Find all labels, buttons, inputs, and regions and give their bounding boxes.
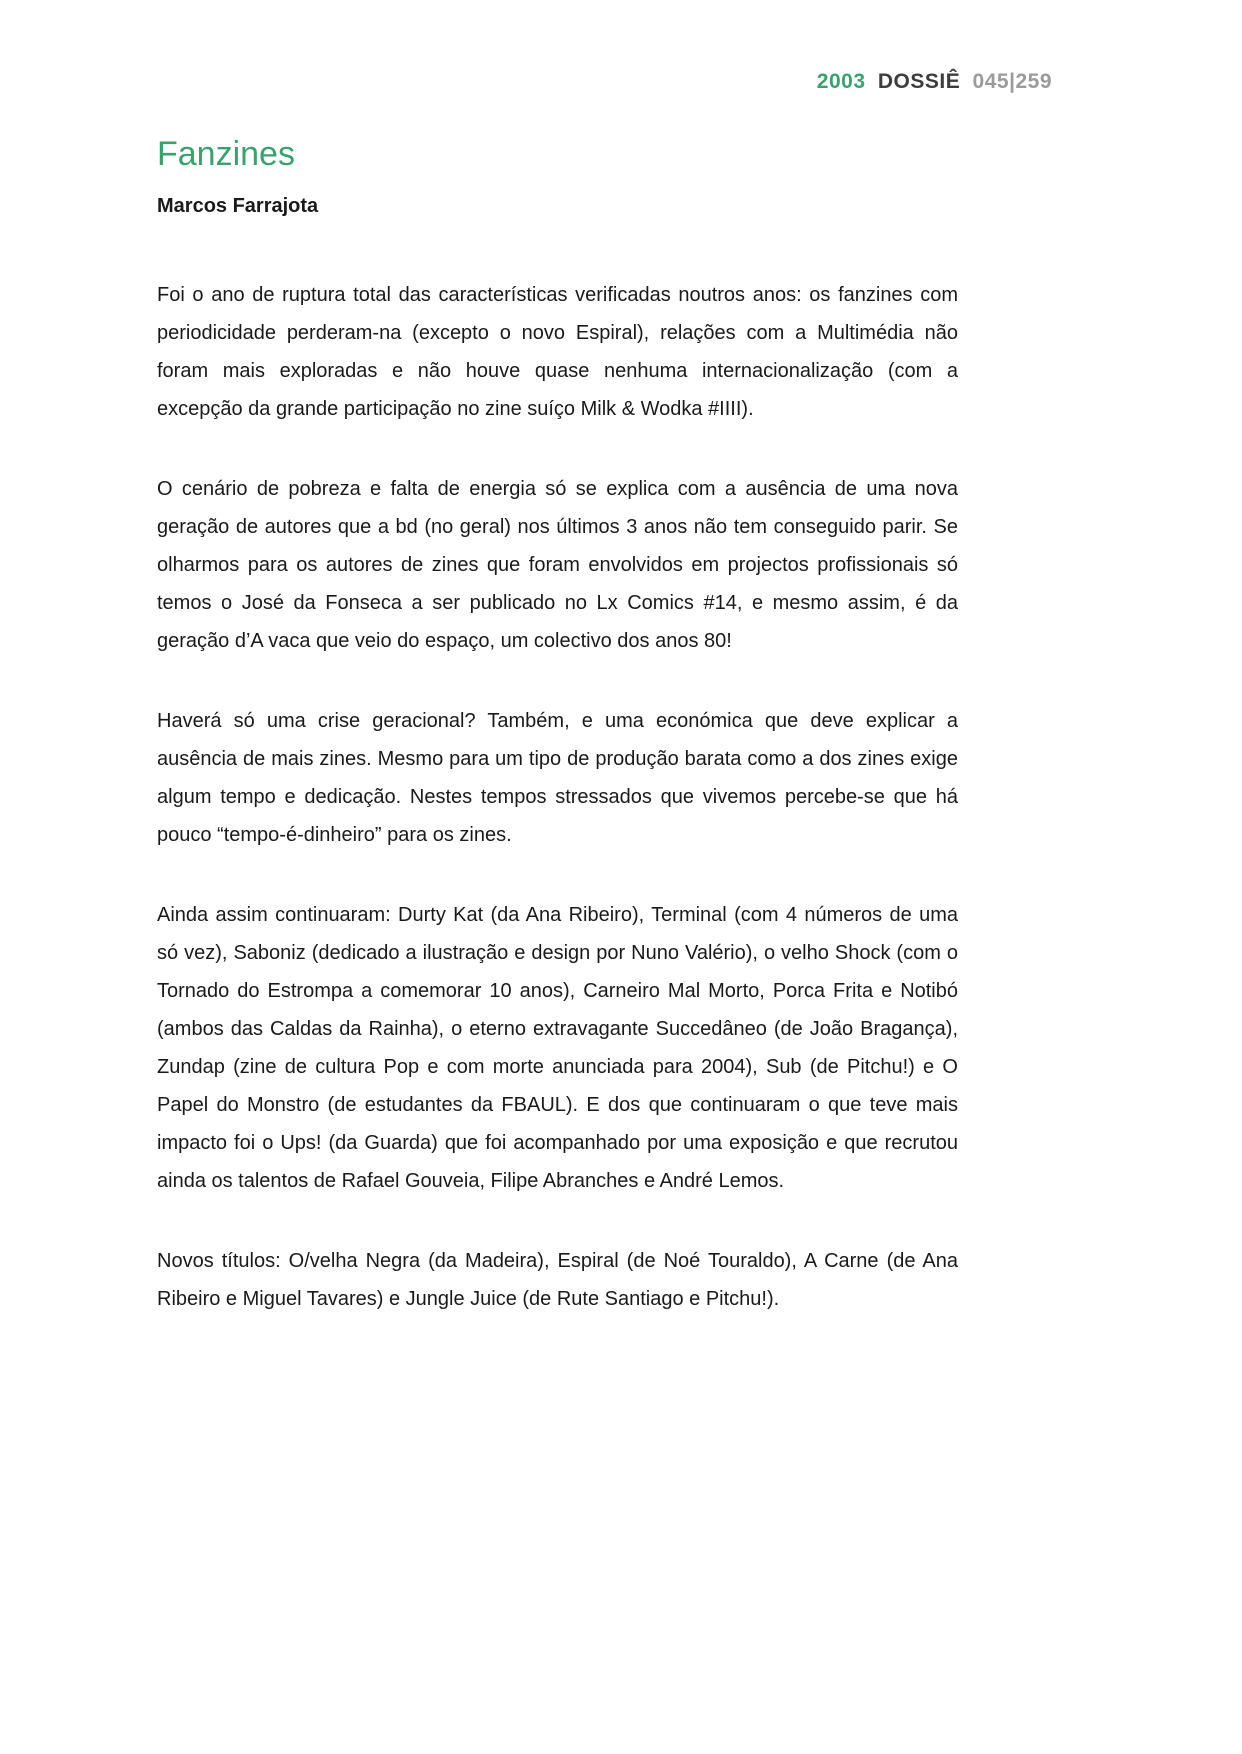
header-page-numbers: 045|259 (972, 70, 1052, 93)
paragraph: Haverá só uma crise geracional? Também, e uma económica que deve explicar a ausência de mais zines. Mesmo para um tipo de produção barata como a dos zines exige algum tempo e dedicação. Nestes tempos stressados que vivemos percebe-se que há pouco “tempo-é-dinheiro” para os zines. (157, 710, 958, 846)
document-content (0, 134, 1242, 1318)
author-name: Marcos Farrajota (157, 195, 319, 217)
article-body (157, 276, 958, 1318)
page-header (0, 0, 1242, 94)
paragraph: Foi o ano de ruptura total das características verificadas noutros anos: os fanzines com periodicidade perderam-na (excepto o novo Espiral), relações com a Multimédia não foram mais exploradas e não houve quase nenhuma internacionalização (com a excepção da grande participação no zine suíço Milk & Wodka #IIII). (157, 284, 958, 420)
paragraph: O cenário de pobreza e falta de energia só se explica com a ausência de uma nova geração de autores que a bd (no geral) nos últimos 3 anos não tem conseguido parir. Se olharmos para os autores de zines que foram envolvidos em projectos profissionais só temos o José da Fonseca a ser publicado no Lx Comics #14, e mesmo assim, é da geração d’A vaca que veio do espaço, um colectivo dos anos 80! (157, 478, 958, 652)
header-year: 2003 (816, 70, 866, 93)
page-title: Fanzines (157, 135, 295, 173)
paragraph: Novos títulos: O/velha Negra (da Madeira), Espiral (de Noé Touraldo), A Carne (de Ana Ribeiro e Miguel Tavares) e Jungle Juice (de Rute Santiago e Pitchu!). (157, 1250, 958, 1310)
header-section-label: DOSSIÊ (877, 70, 961, 93)
paragraph: Ainda assim continuaram: Durty Kat (da Ana Ribeiro), Terminal (com 4 números de uma só vez), Saboniz (dedicado a ilustração e design por Nuno Valério), o velho Shock (com o Tornado do Estrompa a comemorar 10 anos), Carneiro Mal Morto, Porca Frita e Notibó (ambos das Caldas da Rainha), o eterno extravagante Succedâneo (de João Bragança), Zundap (zine de cultura Pop e com morte anunciada para 2004), Sub (de Pitchu!) e O Papel do Monstro (de estudantes da FBAUL). E dos que continuaram o que teve mais impacto foi o Ups! (da Guarda) que foi acompanhado por uma exposição e que recrutou ainda os talentos de Rafael Gouveia, Filipe Abranches e André Lemos. (157, 904, 958, 1192)
